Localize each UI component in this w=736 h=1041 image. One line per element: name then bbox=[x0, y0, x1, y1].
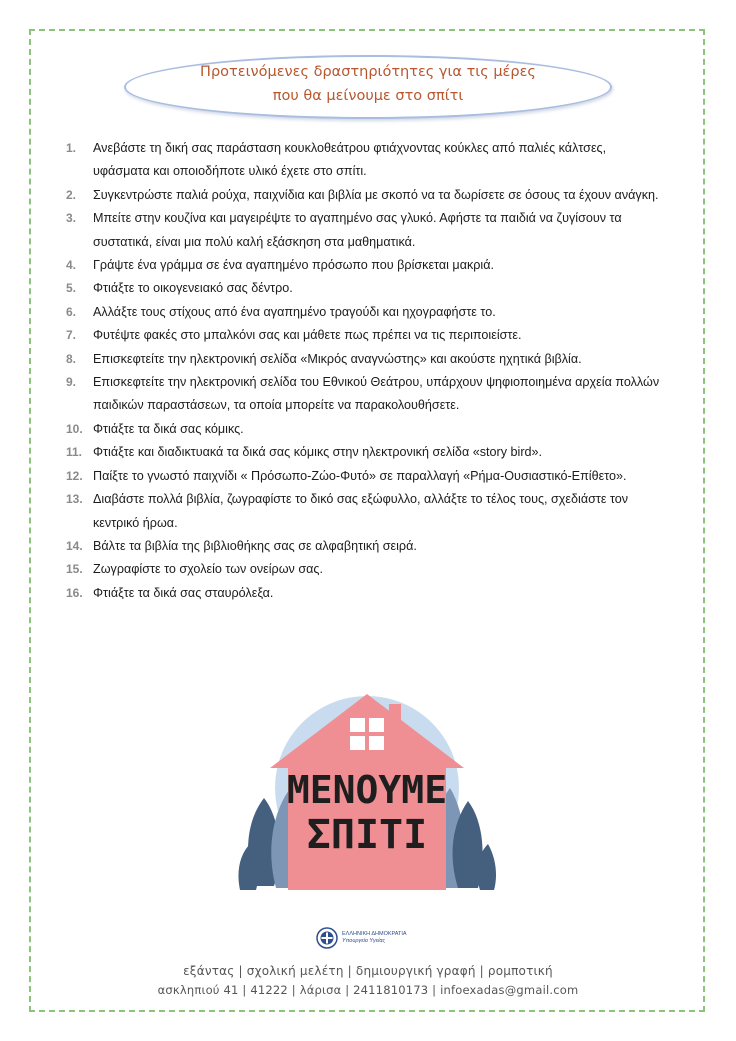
list-item bbox=[66, 324, 666, 347]
item-text: Ανεβάστε τη δική σας παράσταση κουκλοθεάτρου φτιάχνοντας κούκλες από παλιές κάλτσες, υφάσματα και οποιοδήποτε υλικό έχετε στο σπίτι. bbox=[93, 141, 607, 179]
list-item bbox=[66, 184, 666, 207]
ministry-line-1: ΕΛΛΗΝΙΚΗ ΔΗΜΟΚΡΑΤΙΑ bbox=[342, 931, 407, 937]
item-number: 8. bbox=[66, 351, 77, 366]
item-number: 7. bbox=[66, 328, 77, 343]
list-item bbox=[66, 277, 666, 300]
item-text: Παίξτε το γνωστό παιχνίδι « Πρόσωπο-Ζώο-Φυτό» σε παραλλαγή «Ρήμα-Ουσιαστικό-Επίθετο». bbox=[93, 468, 627, 483]
title-line-2: που θα μείνουμε στο σπίτι bbox=[272, 88, 464, 104]
activity-list bbox=[66, 137, 666, 605]
stay-home-logo bbox=[236, 676, 498, 911]
item-number: 13. bbox=[66, 492, 83, 507]
list-item bbox=[66, 488, 666, 535]
item-number: 16. bbox=[66, 585, 83, 600]
list-item bbox=[66, 465, 666, 488]
list-item bbox=[66, 558, 666, 581]
item-number: 9. bbox=[66, 375, 77, 390]
item-text: Αλλάξτε τους στίχους από ένα αγαπημένο τραγούδι και ηχογραφήστε το. bbox=[93, 304, 496, 319]
list-item bbox=[66, 254, 666, 277]
item-number: 15. bbox=[66, 562, 83, 577]
item-number: 12. bbox=[66, 468, 83, 483]
item-number: 14. bbox=[66, 538, 83, 553]
list-item bbox=[66, 348, 666, 371]
greek-emblem-icon bbox=[316, 927, 338, 949]
item-number: 6. bbox=[66, 304, 77, 319]
item-number: 11. bbox=[66, 445, 83, 460]
item-text: Μπείτε στην κουζίνα και μαγειρέψτε το αγαπημένο σας γλυκό. Αφήστε τα παιδιά να ζυγίσουν τα συστατικά, είναι μια πολύ καλή εξάσκηση στα μαθηματικά. bbox=[93, 211, 622, 249]
item-text: Βάλτε τα βιβλία της βιβλιοθήκης σας σε αλφαβητική σειρά. bbox=[93, 538, 417, 553]
ministry-logo bbox=[316, 927, 426, 951]
list-item bbox=[66, 207, 666, 254]
list-item bbox=[66, 418, 666, 441]
ministry-line-2: Υπουργείο Υγείας bbox=[342, 938, 386, 944]
item-text: Επισκεφτείτε την ηλεκτρονική σελίδα του Εθνικού Θεάτρου, υπάρχουν ψηφιοποιημένα αρχεία πολλών παιδικών παραστάσεων, τα οποία μπορείτε να παρακολουθήσετε. bbox=[93, 375, 660, 413]
item-number: 10. bbox=[66, 421, 83, 436]
item-number: 1. bbox=[66, 141, 77, 155]
list-item bbox=[66, 535, 666, 558]
item-text: Φτιάξτε τα δικά σας κόμικς. bbox=[93, 421, 244, 436]
item-text: Συγκεντρώστε παλιά ρούχα, παιχνίδια και βιβλία με σκοπό να τα δωρίσετε σε όσους τα έχουν ανάγκη. bbox=[93, 187, 659, 202]
item-text: Φτιάξτε τα δικά σας σταυρόλεξα. bbox=[93, 585, 274, 600]
list-item bbox=[66, 441, 666, 464]
ministry-text bbox=[342, 931, 407, 945]
item-text: Φτιάξτε το οικογενειακό σας δέντρο. bbox=[93, 281, 293, 296]
footer-services: εξάντας | σχολική μελέτη | δημιουργική γραφή | ρομποτική bbox=[183, 964, 553, 978]
list-item bbox=[66, 582, 666, 605]
list-item bbox=[66, 137, 666, 184]
item-text: Γράψτε ένα γράμμα σε ένα αγαπημένο πρόσωπο που βρίσκεται μακριά. bbox=[93, 258, 495, 273]
title-line-1: Προτεινόμενες δραστηριότητες για τις μέρες bbox=[200, 64, 536, 80]
item-number: 2. bbox=[66, 187, 77, 202]
footer-contact: ασκληπιού 41 | 41222 | λάρισα | 2411810173 | infoexadas@gmail.com bbox=[157, 983, 579, 997]
logo-line-1: ΜΕΝΟΥΜΕ bbox=[286, 768, 448, 812]
item-number: 4. bbox=[66, 258, 77, 273]
item-text: Φτιάξτε και διαδικτυακά τα δικά σας κόμικς στην ηλεκτρονική σελίδα «story bird». bbox=[93, 445, 543, 460]
list-item bbox=[66, 301, 666, 324]
list-item bbox=[66, 371, 666, 418]
logo-line-2: ΣΠΙΤΙ bbox=[306, 812, 428, 858]
item-number: 3. bbox=[66, 211, 77, 226]
item-text: Διαβάστε πολλά βιβλία, ζωγραφίστε το δικό σας εξώφυλλο, αλλάξτε το τέλος τους, σχεδιάστε τον κεντρικό ήρωα. bbox=[93, 492, 629, 530]
chimney-icon bbox=[389, 704, 401, 726]
item-number: 5. bbox=[66, 281, 77, 296]
item-text: Επισκεφτείτε την ηλεκτρονική σελίδα «Μικρός αναγνώστης» και ακούστε ηχητικά βιβλία. bbox=[93, 351, 582, 366]
stay-home-illustration bbox=[236, 676, 498, 911]
item-text: Φυτέψτε φακές στο μπαλκόνι σας και μάθετε πως πρέπει να τις περιποιείστε. bbox=[93, 328, 522, 343]
item-text: Ζωγραφίστε το σχολείο των ονείρων σας. bbox=[93, 562, 323, 577]
